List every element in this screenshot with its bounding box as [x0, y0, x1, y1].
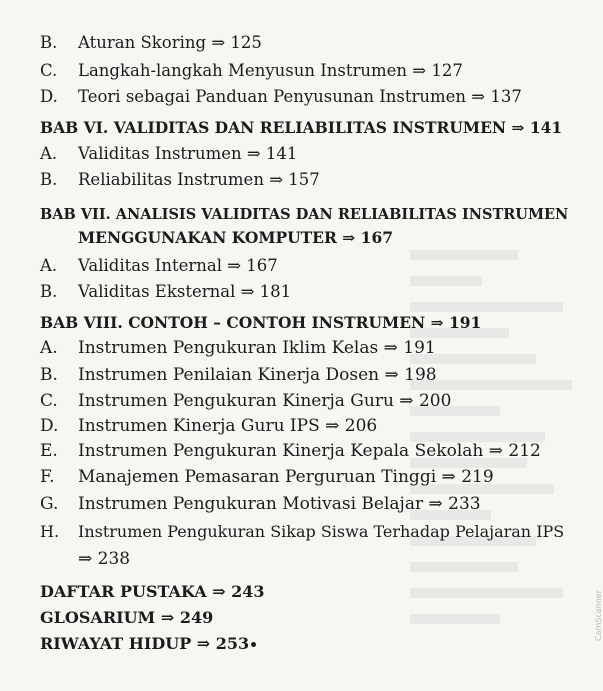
toc-item: C. Instrumen Pengukuran Kinerja Guru ⇒ 200 [40, 391, 452, 411]
toc-item: B. Instrumen Penilaian Kinerja Dosen ⇒ 198 [40, 365, 437, 385]
toc-item: H. Instrumen Pengukuran Sikap Siswa Terhadap Pelajaran IPS [40, 522, 565, 541]
toc-item: B. Validitas Eksternal ⇒ 181 [40, 282, 292, 301]
toc-item: B. Reliabilitas Instrumen ⇒ 157 [40, 170, 320, 189]
chapter-heading-bab8: BAB VIII. CONTOH – CONTOH INSTRUMEN ⇒ 191 [40, 313, 482, 332]
toc-item: D. Teori sebagai Panduan Penyusunan Instrumen ⇒ 137 [40, 87, 522, 106]
chapter-heading-bab6: BAB VI. VALIDITAS DAN RELIABILITAS INSTRUMEN ⇒ 141 [40, 118, 563, 137]
bullet-dot-icon [251, 642, 256, 647]
chapter-heading-bab7: BAB VII. ANALISIS VALIDITAS DAN RELIABILITAS INSTRUMEN [40, 206, 569, 223]
toc-item: C. Langkah-langkah Menyusun Instrumen ⇒ 127 [40, 61, 463, 80]
glosarium-entry: GLOSARIUM ⇒ 249 [40, 608, 214, 627]
scanner-watermark: CamScanner [594, 590, 603, 642]
toc-item: E. Instrumen Pengukuran Kinerja Kepala Sekolah ⇒ 212 [40, 441, 541, 461]
toc-item: F. Manajemen Pemasaran Perguruan Tinggi ⇒ 219 [40, 467, 494, 487]
toc-item: A. Instrumen Pengukuran Iklim Kelas ⇒ 191 [40, 338, 436, 358]
toc-item: A. Validitas Internal ⇒ 167 [40, 256, 278, 275]
chapter-heading-bab7-cont: MENGGUNAKAN KOMPUTER ⇒ 167 [78, 228, 394, 247]
riwayat-hidup-entry: RIWAYAT HIDUP ⇒ 253 [40, 634, 256, 654]
toc-item: D. Instrumen Kinerja Guru IPS ⇒ 206 [40, 416, 378, 436]
toc-item: G. Instrumen Pengukuran Motivasi Belajar ⇒ 233 [40, 494, 481, 514]
toc-item-continuation: ⇒ 238 [78, 549, 131, 569]
daftar-pustaka-entry: DAFTAR PUSTAKA ⇒ 243 [40, 582, 265, 601]
toc-item: A. Validitas Instrumen ⇒ 141 [40, 144, 298, 163]
toc-item: B. Aturan Skoring ⇒ 125 [40, 33, 262, 52]
